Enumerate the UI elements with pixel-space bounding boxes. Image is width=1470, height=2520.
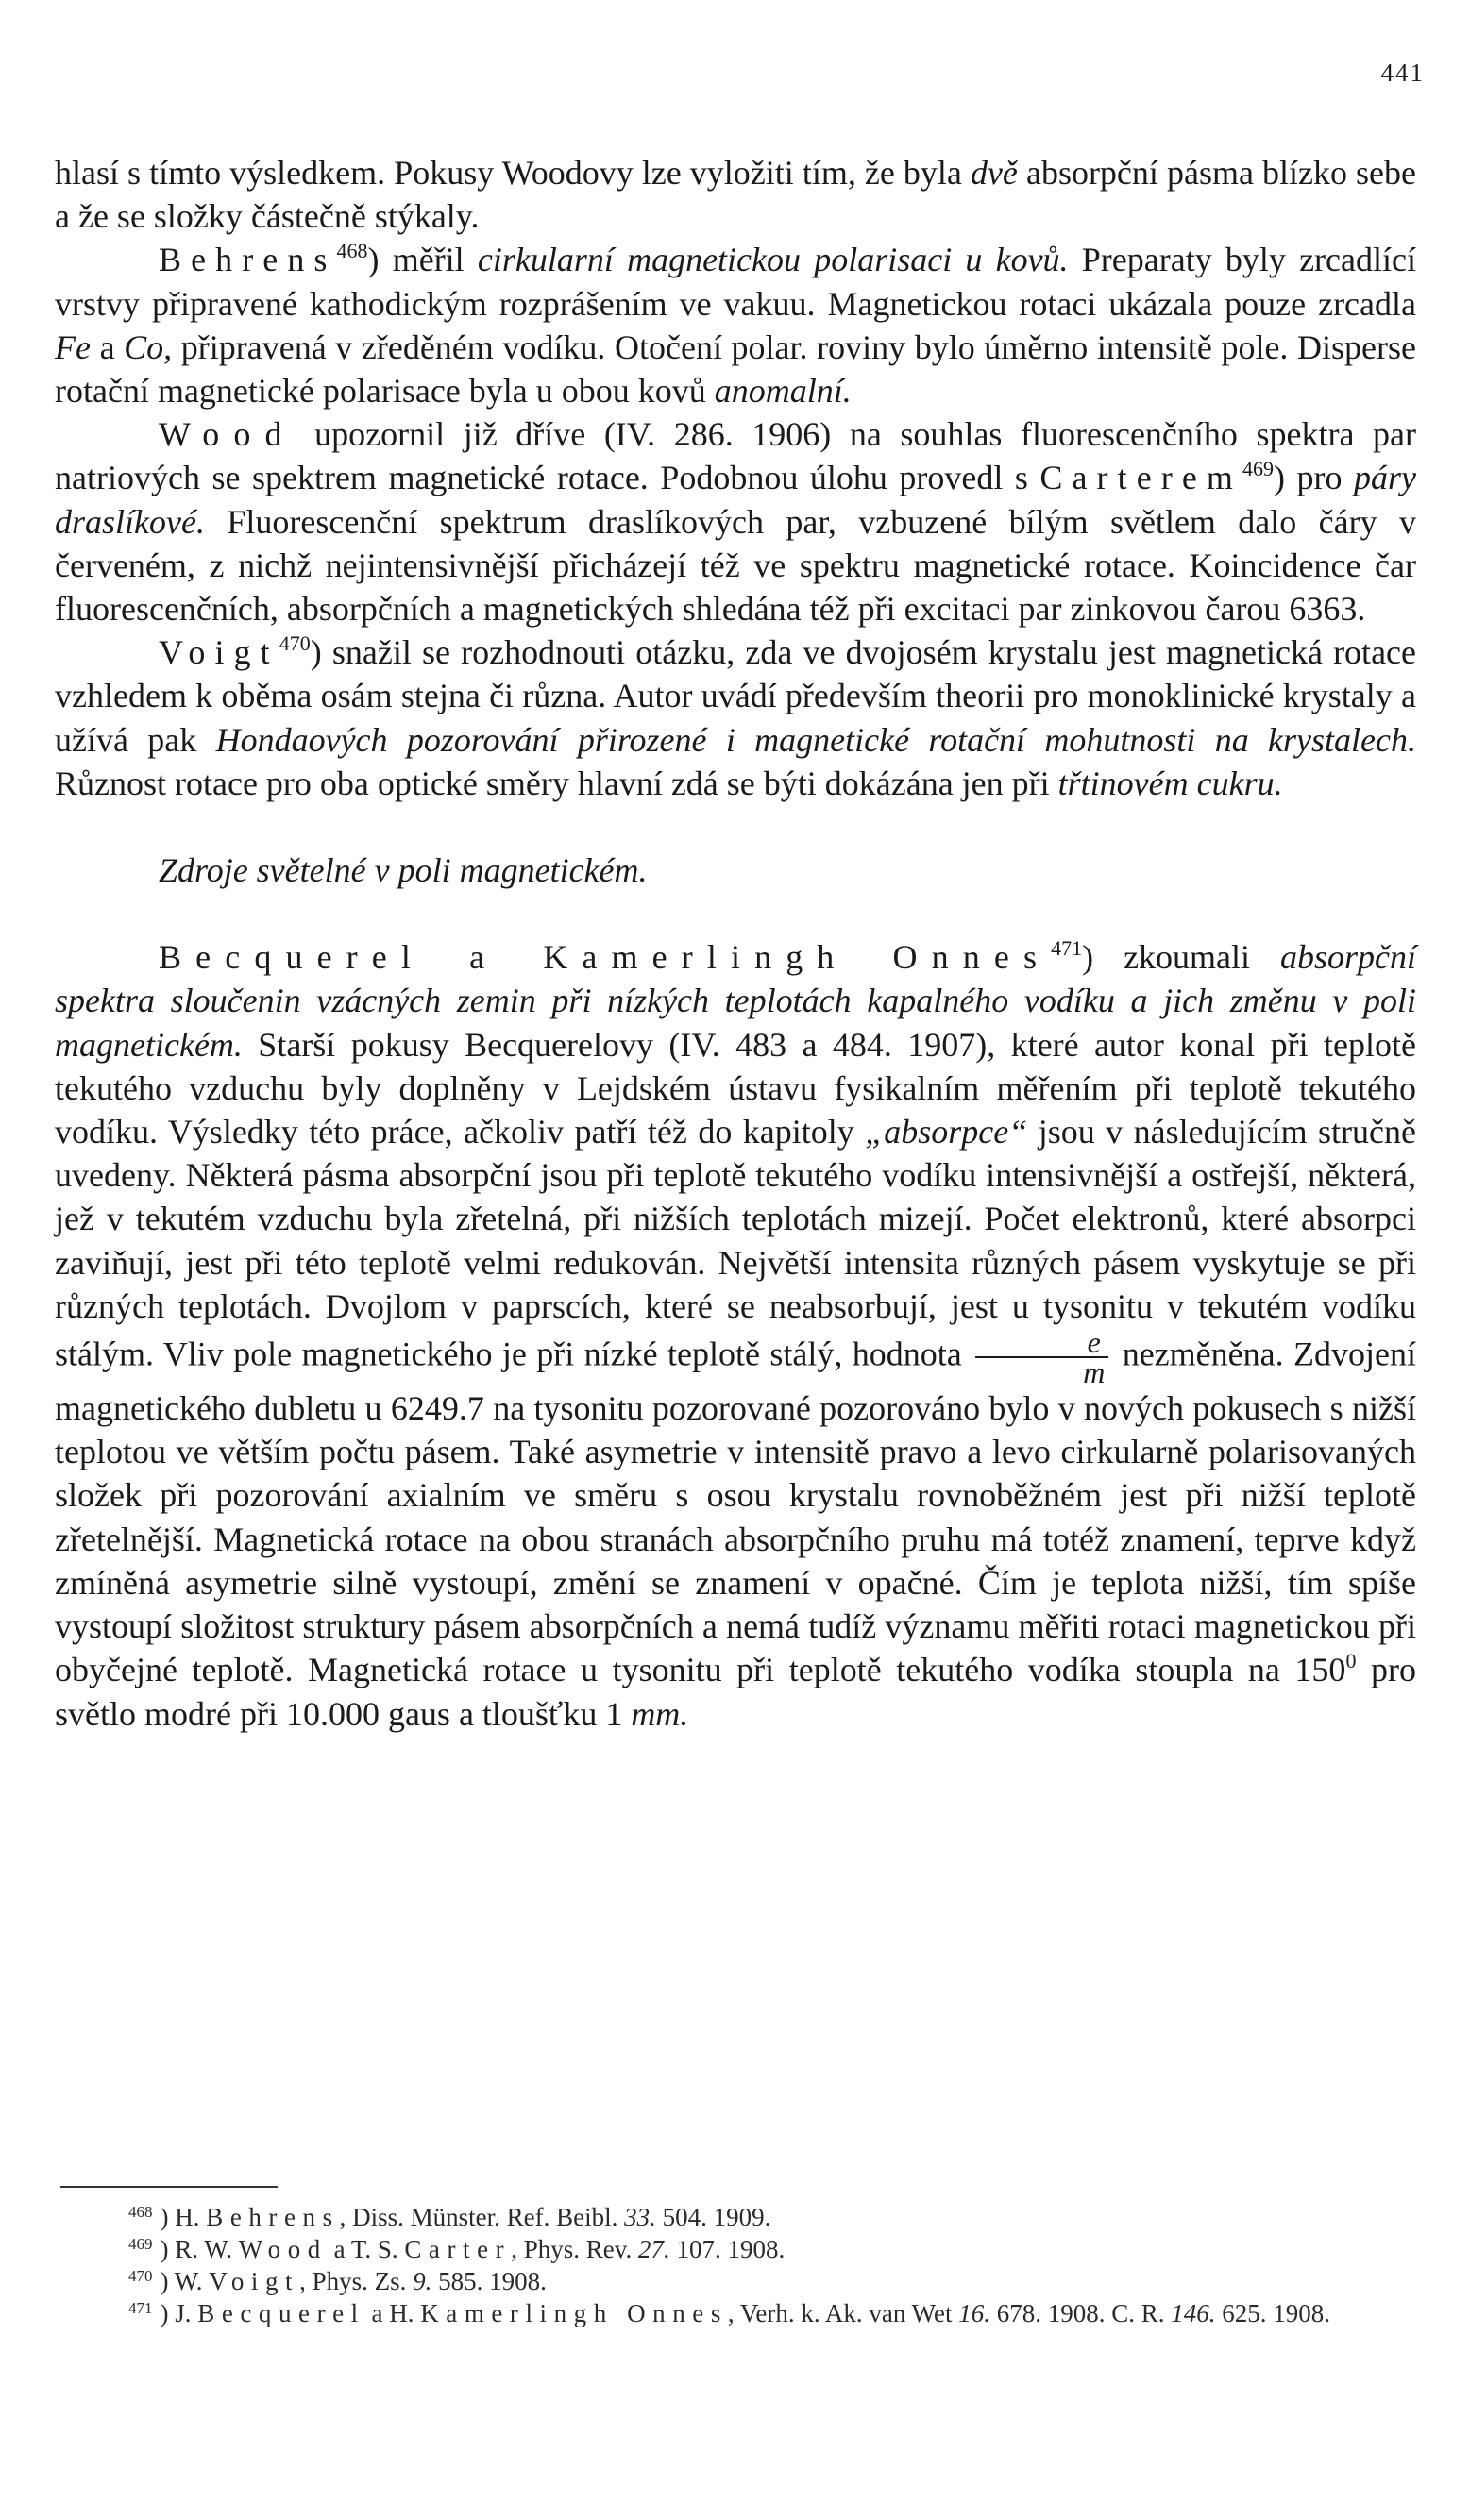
body-text	[55, 151, 1416, 1736]
paragraph-wood	[55, 412, 1416, 630]
italic-run: dvě	[970, 154, 1018, 192]
author-name: Carter	[404, 2235, 512, 2263]
author-name: Becquerel	[159, 938, 425, 977]
author-name: Wood	[159, 415, 296, 454]
footnote-ref: 468	[336, 239, 368, 263]
text-run: Různost rotace pro oba optické směry hlavní zdá se býti dokázána jen při	[55, 764, 1058, 802]
paragraph-voigt	[55, 630, 1416, 805]
text-run: ) J.	[160, 2299, 198, 2327]
italic-run: absorpční spektra sloučenin vzácných zemin při nízkých teplotách kapalného vodíku a jich změnu v poli magnetickém.	[55, 938, 1416, 1064]
degree-mark: 0	[1345, 1649, 1357, 1673]
text-run: jsou v následujícím stručně uvedeny. Některá pásma absorpční jsou při teplotě tekutého vodíku intensivnější a ostřejší, některá, jež v tekutém vzduchu byla zřetelná, při nižších teplotách mizejí. Počet elektronů, které absorpci zaviňují, jest při této teplotě velmi redukován. Největší intensita různých pásem vyskytuje se při různých teplotách. Dvojlom v paprscích, které se neabsorbují, jest u tysonitu v tekutém vodíku stálým. Vliv pole magnetického je při nízké teplotě stálý, hodnota	[55, 1113, 1416, 1373]
text-run: 504. 1909.	[655, 2203, 771, 2231]
volume: 146.	[1171, 2299, 1216, 2327]
footnote-471	[60, 2297, 1401, 2329]
footnote-ref: 471	[1051, 936, 1083, 961]
text-run: 625. 1908.	[1215, 2299, 1330, 2327]
text-run: ) H.	[160, 2203, 207, 2231]
author-name: Kamerlingh Onnes	[420, 2299, 728, 2327]
footnote-ref: 470	[279, 631, 311, 656]
paragraph-becquerel	[55, 935, 1416, 1735]
footnote-number: 469	[128, 2235, 153, 2253]
footnote-number: 470	[128, 2267, 153, 2285]
text-run: nezměněna. Zdvojení magnetického dubletu u 6249.7 na tysonitu pozorované pozorováno bylo v nových pokusech s nižší teplotou ve větším počtu pásem. Také asymetrie v intensitě pravo a levo cirkularně polarisovaných složek při pozorování axialním ve směru s osou krystalu rovnoběžném jest při nižší teplotě zřetelnější. Magnetická rotace na obou stranách absorpčního pruhu má totéž znamení, teprve když zmíněná asymetrie silně vystoupí, změní se znamení v opačné. Čím je teplota nižší, tím spíše vystoupí složitost struktury pásem absorpčních a nemá tudíž významu měřiti rotaci magnetickou při obyčejné teplotě. Magnetická rotace u tysonitu při teplotě tekutého vodíka stoupla na 150	[55, 1335, 1416, 1689]
text-run: hlasí s tímto výsledkem. Pokusy Woodovy lze vyložiti tím, že byla	[55, 154, 971, 192]
text-run: a T. S.	[327, 2235, 405, 2263]
text-run: připravená v zředěném vodíku. Otočení polar. roviny bylo úměrno intensitě pole. Disperse rotační magnetické polarisace byla u obou kovů	[55, 328, 1416, 411]
author-name: Voigt	[209, 2267, 300, 2295]
author-name: Behrens	[159, 241, 337, 279]
volume: 27.	[637, 2235, 670, 2263]
text-run: Preparaty byly zrcadlící vrstvy připravené kathodickým rozprášením ve vakuu. Magnetickou rotaci ukázala pouze zrcadla	[55, 241, 1416, 323]
footnote-469	[60, 2233, 1401, 2265]
text-run: Fluorescenční spektrum draslíkových par, vzbuzené bílým světlem dalo čáry v červeném, z nichž nejintensivnější přicházejí též ve spektru magnetické rotace. Koincidence čar fluorescenčních, absorpčních a magnetických shledána též při excitaci par zinkovou čarou 6363.	[55, 502, 1416, 629]
author-name: Wood	[238, 2235, 328, 2263]
author-name: Carterem	[1039, 459, 1242, 497]
italic-run: anomalní.	[714, 372, 852, 411]
author-name: Voigt	[159, 633, 279, 672]
author-name: Behrens	[206, 2203, 340, 2231]
text-run: 107. 1908.	[669, 2235, 786, 2263]
italic-run: „absorpce“	[865, 1113, 1028, 1151]
paragraph-behrens	[55, 238, 1416, 412]
text-run: ) snažil se rozhodnouti otázku, zda ve dvojosém krystalu jest magnetická rotace vzhledem k oběma osám stejna či různa. Autor uvádí především theorii pro monoklinické krystaly a užívá pak	[55, 633, 1416, 759]
italic-run: Fe	[55, 328, 91, 366]
fraction-numerator: e	[975, 1328, 1108, 1358]
fraction-e-over-m	[975, 1325, 1108, 1390]
section-heading: Zdroje světelné v poli magnetickém.	[159, 851, 648, 890]
author-name: Kamerlingh Onnes	[543, 938, 1052, 977]
italic-run: třtinovém cukru.	[1057, 764, 1283, 802]
footnote-number: 471	[128, 2299, 153, 2317]
footnote-ref: 469	[1242, 457, 1274, 481]
text-run: , Diss. Münster. Ref. Beibl.	[339, 2203, 625, 2231]
text-run: 585. 1908.	[431, 2267, 547, 2295]
text-run: , Phys. Zs.	[299, 2267, 414, 2295]
text-run: a	[90, 328, 125, 366]
page-number: 441	[1380, 59, 1425, 87]
volume: 9.	[413, 2267, 432, 2295]
text-run: a H.	[364, 2299, 421, 2327]
footnote-divider	[60, 2186, 278, 2188]
italic-run: páry draslíkové.	[55, 459, 1416, 541]
text-run: ) W.	[160, 2267, 210, 2295]
footnote-468	[60, 2201, 1401, 2233]
text-run: ) pro	[1273, 459, 1354, 497]
text-run: Starší pokusy Becquerelovy (IV. 483 a 484. 1907), které autor konal při teplotě tekutého vzduchu byly doplněny v Lejdském ústavu fysikalním měřením při teplotě tekutého vodíku. Výsledky této práce, ačkoliv patří též do kapitoly	[55, 1025, 1416, 1151]
footnote-470	[60, 2265, 1401, 2297]
text-run: upozornil již dříve (IV. 286. 1906) na souhlas fluorescenčního spektra par natriových se spektrem magnetické rotace. Podobnou úlohu provedl s	[55, 415, 1416, 497]
text-run: pro světlo modré při 10.000 gaus a tloušťku 1	[55, 1651, 1416, 1733]
italic-run: Co,	[124, 328, 173, 366]
text-run: a	[425, 938, 544, 977]
fraction-denominator: m	[1083, 1355, 1106, 1390]
volume: 16.	[958, 2299, 990, 2327]
footnotes	[60, 2201, 1401, 2329]
italic-run: Hondaových pozorování přirozené i magnetické rotační mohutnosti na krystalech.	[215, 720, 1416, 759]
text-run: , Verh. k. Ak. van Wet	[727, 2299, 959, 2327]
text-run: ) zkoumali	[1082, 938, 1280, 977]
author-name: Becquerel	[197, 2299, 365, 2327]
paragraph-1	[55, 151, 1416, 238]
text-run: ) R. W.	[160, 2235, 239, 2263]
italic-run: mm.	[631, 1694, 689, 1733]
text-run: absorpční pásma blízko sebe a že se složky částečně stýkaly.	[55, 154, 1416, 236]
text-run: 678. 1908. C. R.	[989, 2299, 1172, 2327]
volume: 33.	[624, 2203, 656, 2231]
text-run: , Phys. Rev.	[511, 2235, 638, 2263]
footnote-number: 468	[128, 2203, 153, 2221]
italic-run: cirkularní magnetickou polarisaci u kovů.	[477, 241, 1069, 279]
text-run: ) měřil	[367, 241, 478, 279]
